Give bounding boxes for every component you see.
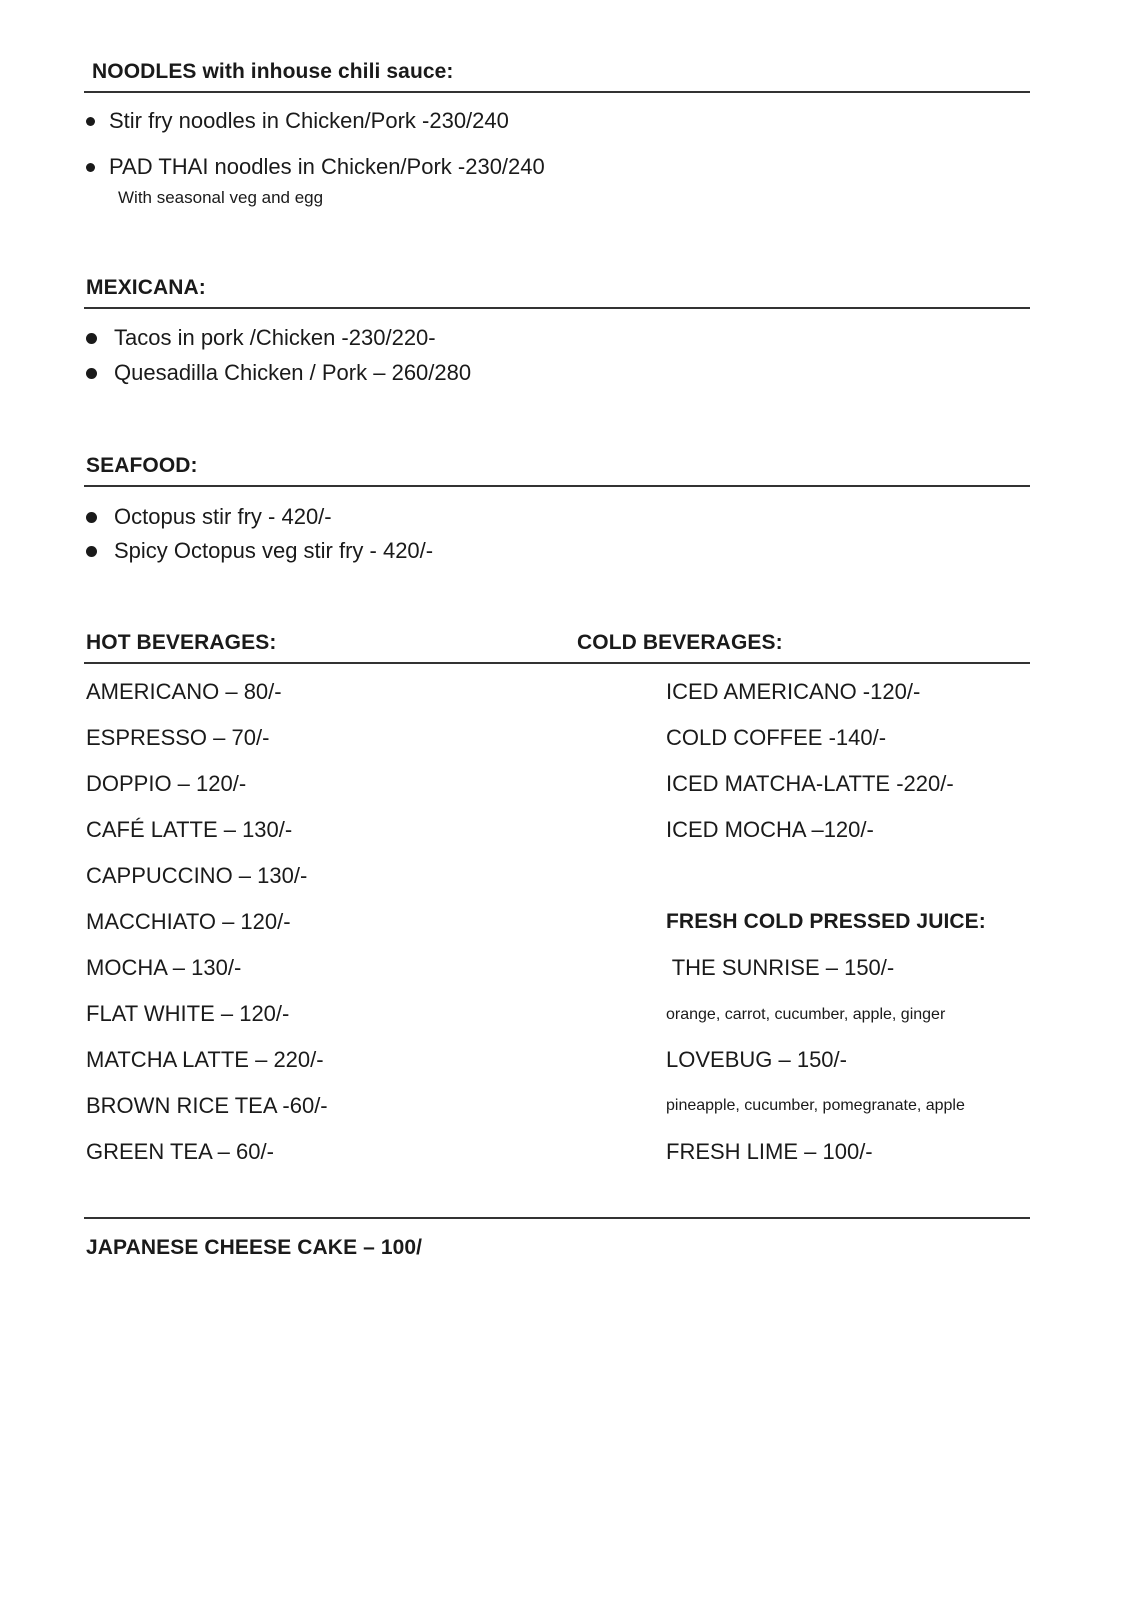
bullet-icon — [86, 117, 95, 126]
seafood-item — [86, 538, 433, 564]
mexicana-heading: MEXICANA: — [86, 276, 206, 299]
dessert-divider — [84, 1217, 1030, 1219]
mexicana-item-label: Tacos in pork /Chicken -230/220- — [114, 325, 436, 350]
bullet-icon — [86, 546, 97, 557]
cold-beverage-item: COLD COFFEE -140/- — [666, 725, 887, 750]
juice-ingredients: orange, carrot, cucumber, apple, ginger — [666, 1006, 946, 1023]
bullet-icon — [86, 512, 97, 523]
bullet-icon — [86, 163, 95, 172]
hot-beverage-item: CAPPUCCINO – 130/- — [86, 863, 308, 888]
noodles-item — [86, 108, 509, 134]
cold-beverage-item: ICED MOCHA –120/- — [666, 817, 874, 842]
hot-beverage-item: AMERICANO – 80/- — [86, 679, 282, 704]
seafood-item — [86, 504, 332, 530]
mexicana-divider — [84, 307, 1030, 309]
seafood-divider — [84, 485, 1030, 487]
noodles-item — [86, 154, 545, 180]
hot-beverage-item: MATCHA LATTE – 220/- — [86, 1047, 324, 1072]
hot-beverages-heading: HOT BEVERAGES: — [86, 631, 277, 654]
cold-beverage-item: ICED MATCHA-LATTE -220/- — [666, 771, 954, 796]
seafood-item-label: Spicy Octopus veg stir fry - 420/- — [114, 538, 434, 563]
hot-beverage-item: FLAT WHITE – 120/- — [86, 1001, 290, 1026]
juice-item: FRESH LIME – 100/- — [666, 1139, 873, 1164]
juice-heading: FRESH COLD PRESSED JUICE: — [666, 910, 986, 933]
hot-beverage-item: DOPPIO – 120/- — [86, 771, 247, 796]
seafood-item-label: Octopus stir fry - 420/- — [114, 504, 332, 529]
seafood-heading: SEAFOOD: — [86, 454, 198, 477]
juice-item: LOVEBUG – 150/- — [666, 1047, 847, 1072]
hot-beverage-item: CAFÉ LATTE – 130/- — [86, 817, 293, 842]
dessert-heading: JAPANESE CHEESE CAKE – 100/ — [86, 1236, 423, 1259]
hot-beverage-item: ESPRESSO – 70/- — [86, 725, 270, 750]
mexicana-item — [86, 360, 471, 386]
beverages-divider — [84, 662, 1030, 664]
hot-beverage-item: GREEN TEA – 60/- — [86, 1139, 274, 1164]
juice-item: THE SUNRISE – 150/- — [666, 955, 895, 980]
noodles-heading: NOODLES with inhouse chili sauce: — [92, 60, 454, 83]
cold-beverage-item: ICED AMERICANO -120/- — [666, 679, 921, 704]
noodles-note: With seasonal veg and egg — [118, 188, 324, 207]
bullet-icon — [86, 333, 97, 344]
mexicana-item-label: Quesadilla Chicken / Pork – 260/280 — [114, 360, 472, 385]
noodles-item-label: Stir fry noodles in Chicken/Pork -230/240 — [109, 108, 509, 133]
hot-beverage-item: MACCHIATO – 120/- — [86, 909, 291, 934]
juice-ingredients: pineapple, cucumber, pomegranate, apple — [666, 1097, 965, 1114]
noodles-divider — [84, 91, 1030, 93]
mexicana-item — [86, 325, 436, 351]
bullet-icon — [86, 368, 97, 379]
noodles-item-label: PAD THAI noodles in Chicken/Pork -230/240 — [109, 154, 545, 179]
hot-beverage-item: MOCHA – 130/- — [86, 955, 242, 980]
hot-beverage-item: BROWN RICE TEA -60/- — [86, 1093, 328, 1118]
cold-beverages-heading: COLD BEVERAGES: — [577, 631, 783, 654]
